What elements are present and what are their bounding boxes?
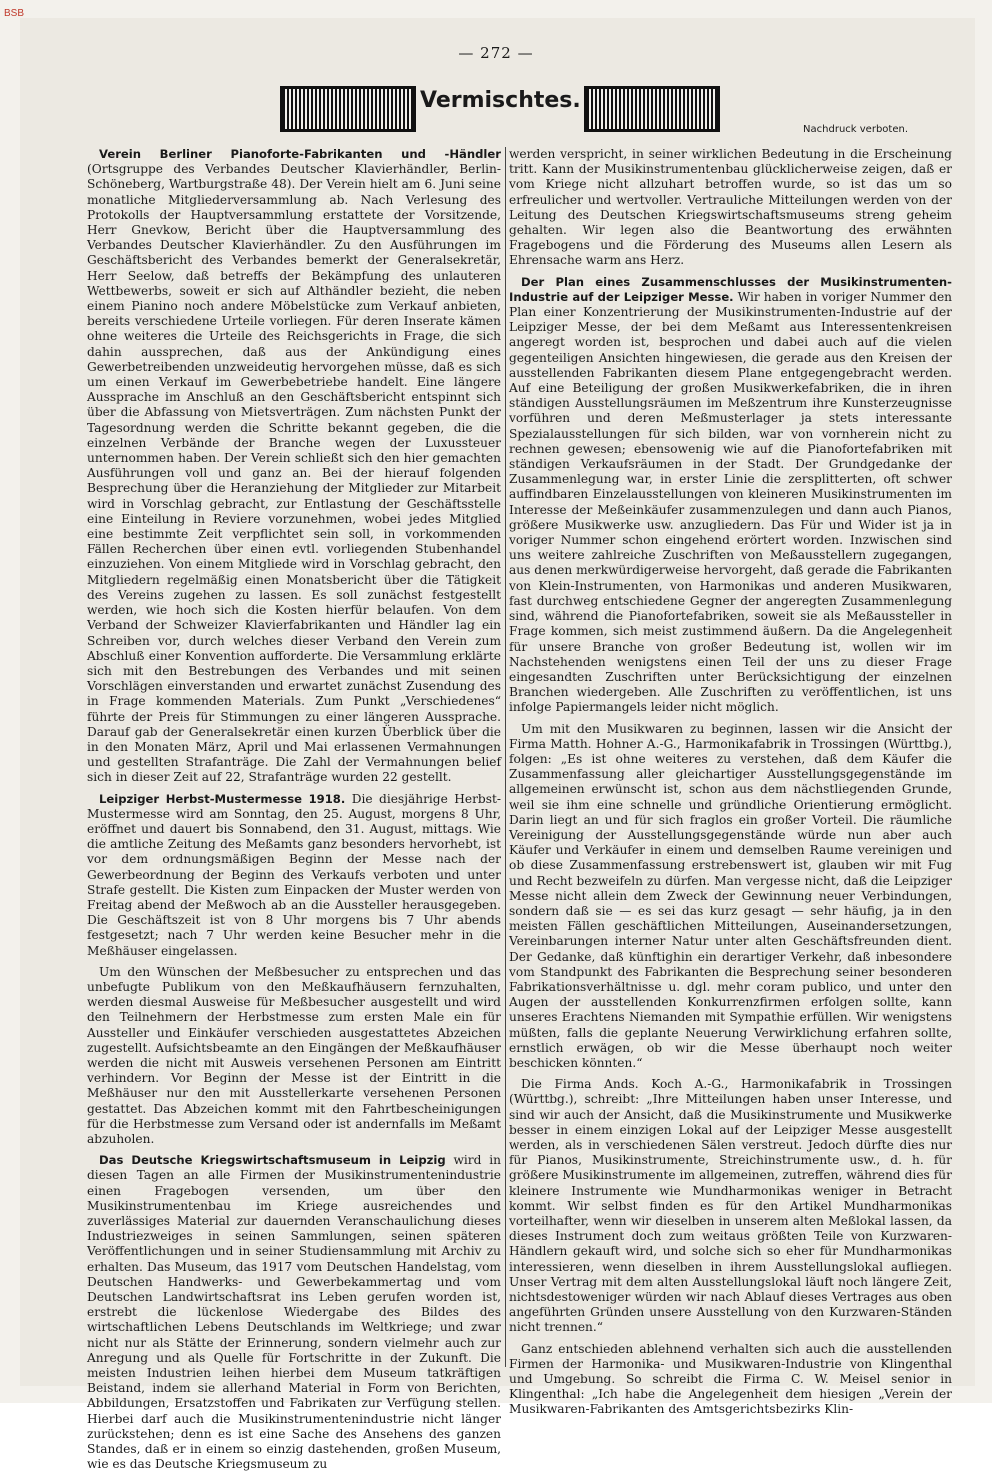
left-column (87, 147, 501, 1472)
article-heading: Leipziger Herbst-Mustermesse 1918. (99, 791, 346, 806)
article-klingenthal: Ganz entschieden ablehnend verhalten sich auch die ausstellenden Firmen der Harmonika- und Musikwaren-Industrie von Klingenthal und Umgebung. So schreibt die Firma C. W. Meisel senior in Klingenthal: „Ich habe die Angelegenheit dem hiesigen „Verein der Musikwaren-Fabrikanten des Amtsgerichtsbezirks Klin- (509, 1341, 952, 1417)
article-museum-cont: werden verspricht, in seiner wirklichen Bedeutung in die Erscheinung tritt. Kann der Musikinstrumentenbau glücklicherweise zeigen, daß er vom Kriege nicht allzuhart betroffen wurde, so ist das um so erfreulicher und wertvoller. Vertrauliche Mitteilungen werden von der Leitung des Deutschen Kriegswirtschaftsmuseums streng geheim gehalten. Wir legen also die Beantwortung des erwähnten Fragebogens und die Förderung des Museums allen Lesern als Ehrensache warm ans Herz. (509, 147, 952, 268)
article-heading: Das Deutsche Kriegswirtschaftsmuseum in Leipzig (99, 1153, 446, 1168)
article-hohner: Um mit den Musikwaren zu beginnen, lassen wir die Ansicht der Firma Matth. Hohner A.-G., Harmonikafabrik in Trossingen (Württbg.), folgen: „Es ist ohne weiteres zu verstehen, daß dem Käufer die Zusammenfassung aller gleichartiger Ausstellungsgegenstände im allgemeinen erwünscht ist, schon aus dem nächstliegenden Grunde, weil sie ihm eine schnelle und gründliche Orientierung ermöglicht. Darin liegt an und für sich fraglos ein großer Vorteil. Die räumliche Vereinigung der Ausstellungsgegenstände würde nun aber auch Käufer und Verkäufer in einem und demselben Raume vereinigen und ob diese Zusammenfassung erstrebenswert ist, glauben wir mit Fug und Recht bezweifeln zu dürfen. Man vergesse nicht, daß die Leipziger Messe nicht allein dem Zweck der Gewinnung neuer Verbindungen, sondern daß sie — es sei das kurz gesagt — sehr häufig, ja in den meisten Fällen geschäftlichen Mitteilungen, Auseinandersetzungen, Vereinbarungen interner Natur unter alten Geschäftsfreunden dient. Der Gedanke, daß künftighin ein derartiger Verkehr, daß inbesondere vom Standpunkt des Fabrikanten die Besprechung seiner besonderen Fabrikationsverhältnisse u. dgl. mehr coram publico, und unter den Augen der ausstellenden Konkurrenzfirmen erfolgen sollte, kann unseres Erachtens Niemanden mit Sympathie erfüllen. Wir wenigstens müßten, falls die geplante Neuerung Verwirklichung erfahren sollte, ernstlich erwägen, ob wir die Messe überhaupt noch weiter beschicken könnten.“ (509, 721, 952, 1070)
library-mark: BSB (4, 8, 25, 19)
article-herbstmesse-cont: Um den Wünschen der Meßbesucher zu entsprechen und das unbefugte Publikum von den Meßkaufhäusern fernzuhalten, werden diesmal Ausweise für Meßbesucher ausgestellt und wird den Teilnehmern der Herbstmesse zum ersten Male ein für Aussteller und Einkäufer verschieden ausgestattetes Abzeichen zugestellt. Aufsichtsbeamte an den Eingängen der Meßkaufhäuser werden die nicht mit Ausweis versehenen Personen am Eintritt verhindern. Vor Beginn der Messe ist der Eintritt in die Meßhäuser nur den mit Ausstellerkarte versehenen Personen gestattet. Das Abzeichen kommt mit den Fahrtbescheinigungen für die Herbstmesse zum Versand oder ist andernfalls im Meßamt abzuholen. (87, 964, 501, 1146)
section-title: Vermischtes. (420, 88, 581, 113)
header-ornament-left (280, 86, 416, 132)
article-heading: Verein Berliner Pianoforte-Fabrikanten und -Händler (99, 147, 501, 161)
article-zusammenschluss (509, 275, 952, 716)
article-body: Die diesjährige Herbst-Mustermesse wird am Sonntag, den 25. August, morgens 8 Uhr, eröffnet und dauert bis Sonnabend, den 31. August, mittags. Wie die amtliche Zeitung des Meßamts ganz besonders hervorhebt, ist vor dem ordnungsmäßigen Beginn der Messe nach der Gewerbeordnung der Beginn des Verkaufs verboten und unter Strafe gestellt. Die Kisten zum Einpacken der Muster werden von Freitag abend der Meßwoch ab an die Aussteller herausgegeben. Die Geschäftszeit ist von 8 Uhr morgens bis 7 Uhr abends festgesetzt; nach 7 Uhr werden keine Besucher mehr in die Meßhäuser eingelassen. (87, 791, 501, 958)
article-herbstmesse (87, 792, 501, 959)
right-column (509, 147, 952, 1418)
article-kriegswirtschaftsmuseum (87, 1153, 501, 1472)
header-ornament-right (584, 86, 720, 132)
article-verein-berliner (87, 147, 501, 786)
article-body: (Ortsgruppe des Verbandes Deutscher Klavierhändler, Berlin-Schöneberg, Wartburgstraße 48). Der Verein hielt am 6. Juni seine monatliche Mitgliederversammlung ab. Nach Verlesung des Protokolls der Hauptversammlung erstattete der Vorsitzende, Herr Gnevkow, Bericht über die Hauptversammlung des Verbandes Deutscher Klavierhändler. Zu den Ausführungen im Geschäftsbericht des Verbandes bemerkt der Generalsekretär, Herr Seelow, daß betreffs der Bekämpfung des unlauteren Wettbewerbs, soweit er sich auf Althändler bezieht, die neben einem Pianino noch andere Möbelstücke zum Verkauf anbieten, bereits verschiedene Urteile vorliegen. Für deren Inserate kämen ohne weiteres die Urteile des Reichsgerichts in Frage, die sich dahin aussprechen, daß aus der Ankündigung eines Gewerbetreibenden unzweideutig hervorgehen müsse, daß es sich um einen Verkauf im Gewerbebetriebe handelt. Eine längere Aussprache im Anschluß an den Geschäftsbericht entspinnt sich über die Abfassung von Mietsverträgen. Zum nächsten Punkt der Tagesordnung werden die Schritte bekannt gegeben, die die einzelnen Verbände der Branche wegen der Luxussteuer unternommen haben. Der Verein schließt sich den hier gemachten Ausführungen voll und ganz an. Bei der hierauf folgenden Besprechung über die Heranziehung der Mitglieder zur Mitarbeit wird in Vorschlag gebracht, zur Entlastung der Geschäftsstelle eine Einteilung in Reviere vorzunehmen, wobei jedes Mitglied eine bestimmte Zeit verpflichtet sein soll, in vorkommenden Fällen Recherchen über einen evtl. vorliegenden Stubenhandel einzuziehen. Von einem Mitgliede wird in Vorschlag gebracht, den Mitgliedern regelmäßig einen Monatsbericht über die Tätigkeit des Vereins zugehen zu lassen. Es soll zunächst festgestellt werden, wie hoch sich die Kosten hierfür belaufen. Von dem Verband der Schweizer Klavierfabrikanten und Händler lag ein Schreiben vor, durch welches dieser Verband den Verein zum Abschluß einer Konvention aufforderte. Die Versammlung erklärte sich mit den Bestrebungen des Verbandes und mit seinen Vorschlägen einverstanden und erwartet zunächst Zusendung des in Frage kommenden Materials. Zum Punkt „Verschiedenes“ führte der Preis für Stimmungen zu einer längeren Aussprache. Darauf gab der Generalsekretär einen kurzen Überblick über die in den Monaten März, April und Mai erlassenen Vermahnungen und gestellten Strafanträge. Die Zahl der Vermahnungen belief sich in dieser Zeit auf 22, Strafanträge wurden 22 gestellt. (87, 162, 501, 785)
article-body: Wir haben in voriger Nummer den Plan einer Konzentrierung der Musikinstrumenten-Industrie auf der Leipziger Messe, der bei dem Meßamt aus Interessentenkreisen angeregt worden ist, besprochen und dabei auch auf die vielen gegenteiligen Ansichten hingewiesen, die gerade aus den Kreisen der ausstellenden Fabrikanten diesem Plane entgegengebracht werden. Auf eine Beteiligung der großen Musikwerkefabriken, die in ihren ständigen Ausstellungsräumen im Meßzentrum ihre Kunsterzeugnisse vorführen und deren Meßmusterlager ja stets interessante Spezialausstellungen für sich bilden, war von vornherein nicht zu rechnen gewesen; ebensowenig wie auf die Pianofortefabriken mit ständigen Verkaufsräumen in der Stadt. Der Grundgedanke der Zusammenlegung war, in erster Linie die zersplitterten, oft schwer auffindbaren Einzelausstellungen von kleineren Musikinstrumenten im Interesse der Meßeinkäufer zusammenzulegen und dann auch Pianos, größere Musikwerke usw. anzugliedern. Das Für und Wider ist ja in voriger Nummer schon eingehend erörtert worden. Inzwischen sind uns weitere zahlreiche Zuschriften von Meßausstellern zugegangen, aus denen merkwürdigerweise hervorgeht, daß gerade die Fabrikanten von Klein-Instrumenten, von Harmonikas und anderen Musikwaren, fast durchweg entschiedene Gegner der angeregten Zusammenlegung sind, während die Pianofortefabriken, soweit sie als Meßaussteller in Frage kommen, sich meist zustimmend äußern. Da die Angelegenheit für unsere Branche von großer Bedeutung ist, wollen wir im Nachstehenden wenigstens einen Teil der uns zu dieser Frage eingesandten Zuschriften unter Berücksichtigung der einzelnen Branchen wiedergeben. Alle Zuschriften zu veröffentlichen, ist uns infolge Papiermangels leider nicht möglich. (509, 289, 953, 715)
article-koch: Die Firma Ands. Koch A.-G., Harmonikafabrik in Trossingen (Württbg.), schreibt: „Ihre Mitteilungen haben unser Interesse, und sind wir auch der Ansicht, daß die Musikinstrumente und Musikwerke besser in einem einzigen Lokal auf der Leipziger Messe ausgestellt werden, als in verschiedenen Sälen verstreut. Jedoch dürfte dies nur für Pianos, Musikinstrumente, Streichinstrumente usw., d. h. für größere Musikinstrumente im allgemeinen, zutreffen, während dies für kleinere Instrumente wie Mundharmonikas weniger in Betracht kommt. Wir selbst finden es für den Artikel Mundharmonikas vorteilhafter, wenn wir dieselben in unserem alten Meßlokal lassen, da dieses Instrument doch zum weitaus größten Teile von Kurzwaren-Händlern gekauft wird, und solche sich so eher für Mundharmonikas interessieren, wenn dieselben in ihrem Ausstellungslokal aufliegen. Unser Vertrag mit dem alten Ausstellungslokal läuft noch längere Zeit, nichtsdestoweniger würden wir nach Ablauf dieses Vertrages aus oben angeführten Gründen unsere Ausstellung von den Kurzwaren-Ständen nicht trennen.“ (509, 1077, 952, 1335)
section-header (280, 82, 720, 134)
page-number: — 272 — (458, 44, 534, 62)
article-body: wird in diesen Tagen an alle Firmen der Musikinstrumentenindustrie einen Fragebogen versenden, um über den Musikinstrumentenbau im Kriege ausreichendes und zuverlässiges Material zur dauernden Veranschaulichung dieses Industriezweiges in seinen Sammlungen, seinen späteren Veröffentlichungen und in seiner Studiensammlung mit Archiv zu erhalten. Das Museum, das 1917 vom Deutschen Handelstag, vom Deutschen Handwerks- und Gewerbekammertag und vom Deutschen Landwirtschaftsrat ins Leben gerufen worden ist, erstrebt die lückenlose Wiedergabe des Bildes des wirtschaftlichen Lebens Deutschlands im Weltkriege; und zwar nicht nur als Stätte der Erinnerung, sondern vielmehr auch zur Anregung und als Quelle für Fortschritte in der Zukunft. Die meisten Industrien leihen hierbei dem Museum tatkräftigen Beistand, indem sie allerhand Material in Form von Berichten, Abbildungen, Ersatzstoffen und Fabrikaten zur Verfügung stellen. Hierbei darf auch die Musikinstrumentenindustrie nicht länger zurückstehen; denn es ist eine Sache des Ansehens des ganzen Standes, daß er in einem so einzig dastehenden, großen Museum, wie es das Deutsche Kriegsmuseum zu (87, 1153, 501, 1472)
article-heading: Der Plan eines Zusammenschlusses der Musikinstrumenten-Industrie auf der Leipziger Messe. (509, 274, 952, 304)
column-divider (505, 147, 506, 1367)
reprint-note: Nachdruck verboten. (803, 124, 908, 135)
